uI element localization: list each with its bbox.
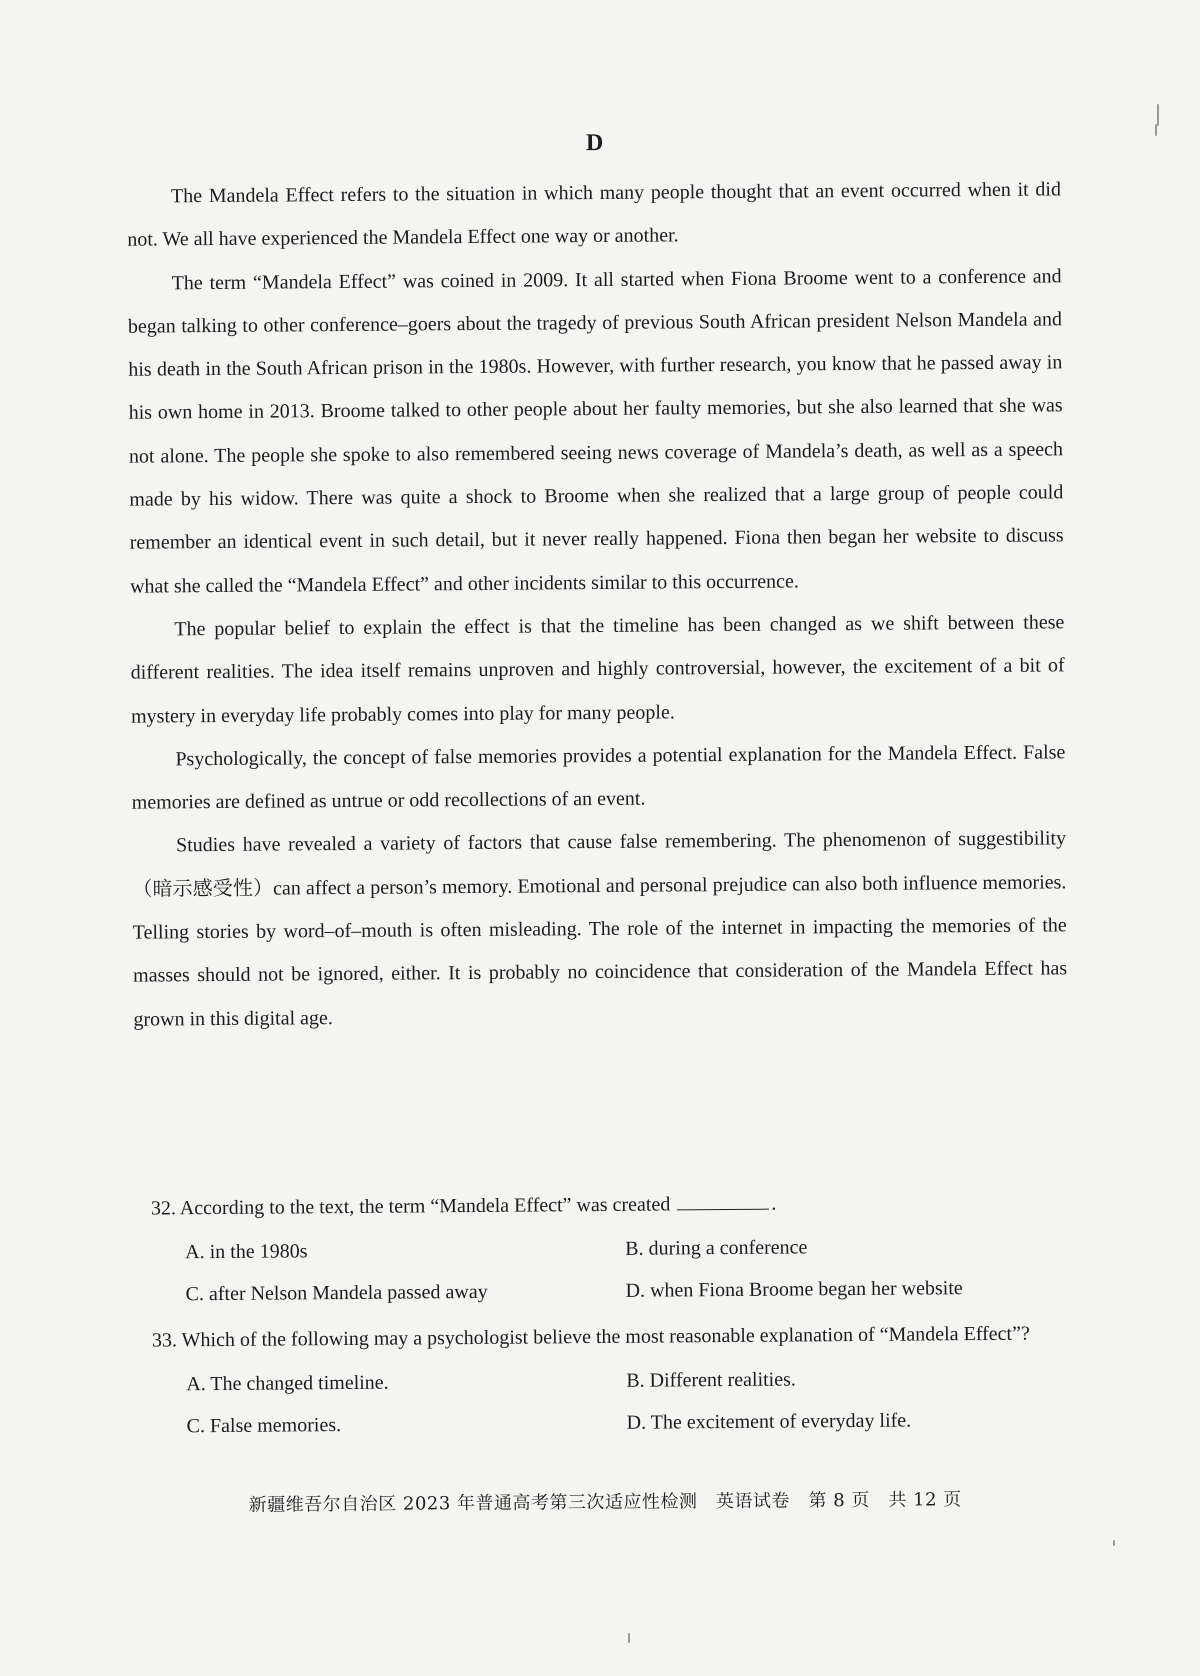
section-label: D <box>585 129 604 157</box>
option-a: A. The changed timeline. <box>186 1371 389 1396</box>
scan-mark <box>1113 1540 1115 1546</box>
question-stem <box>151 1180 1085 1229</box>
paragraph-1: The Mandela Effect refers to the situation in which many people thought that an event occurred when it did not. We all have experienced the Mandela Effect one way or another. <box>127 178 1062 251</box>
question-stem-end: . <box>771 1192 777 1215</box>
option-c: C. after Nelson Mandela passed away <box>185 1280 488 1306</box>
option-d: D. The excitement of everyday life. <box>626 1409 912 1434</box>
paragraph-4: Psychologically, the concept of false memories provides a potential explanation for the Mandela Effect. False memories are defined as untrue or odd recollections of an event. <box>131 741 1066 814</box>
option-a: A. in the 1980s <box>185 1240 308 1264</box>
page-footer: 新疆维吾尔自治区 2023 年普通高考第三次适应性检测 英语试卷 第 8 页 共 12 页 <box>248 1489 962 1516</box>
option-d: D. when Fiona Broome began her website <box>625 1277 963 1302</box>
option-b: B. during a conference <box>625 1236 808 1260</box>
answer-blank <box>677 1195 769 1211</box>
reading-passage <box>127 168 1068 1041</box>
paragraph-2: The term “Mandela Effect” was coined in 2009. It all started when Fiona Broome went to a conference and began talking to other conference–goers about the tragedy of previous South African president Nelson Mandela and his death in the South African prison in the 1980s. However, with further research, you know that he passed away in his own home in 2013. Broome talked to other people about her faulty memories, but she also learned that she was not alone. The people she spoke to also remembered seeing news coverage of Mandela’s death, as well as a speech made by his widow. There was quite a shock to Broome when she realized that a large group of people could remember an identical event in such detail, but it never really happened. Fiona then began her website to discuss what she called the “Mandela Effect” and other incidents similar to this occurrence. <box>127 264 1064 598</box>
scan-mark <box>1157 104 1159 126</box>
option-list <box>152 1356 1087 1447</box>
option-list <box>151 1224 1086 1315</box>
option-b: B. Different realities. <box>626 1368 796 1392</box>
question-stem-text: 33. Which of the following may a psychologist believe the most reasonable explanation of “Mandela Effect”? <box>151 1322 1030 1352</box>
question-stem <box>152 1312 1086 1361</box>
question-stem-text: 32. According to the text, the term “Mandela Effect” was created <box>150 1193 671 1220</box>
option-c: C. False memories. <box>186 1414 342 1438</box>
question-33 <box>152 1312 1087 1447</box>
scan-mark <box>1155 124 1157 136</box>
scan-mark <box>628 1633 630 1643</box>
paragraph-3: The popular belief to explain the effect is that the timeline has been changed as we shift between these different realities. The idea itself remains unproven and highly controversial, however, the excitement of a bit of mystery in everyday life probably comes into play for many people. <box>130 611 1065 728</box>
paragraph-5: Studies have revealed a variety of factors that cause false remembering. The phenomenon of suggestibility（暗示感受性）can affect a person’s memory. Emotional and personal prejudice can also both influence memories. Telling stories by word–of–mouth is often misleading. The role of the internet in impacting the memories of the masses should not be ignored, either. It is probably no coincidence that consideration of the Mandela Effect has grown in this digital age. <box>132 827 1068 1031</box>
question-list <box>151 1180 1087 1451</box>
question-32 <box>151 1180 1086 1315</box>
